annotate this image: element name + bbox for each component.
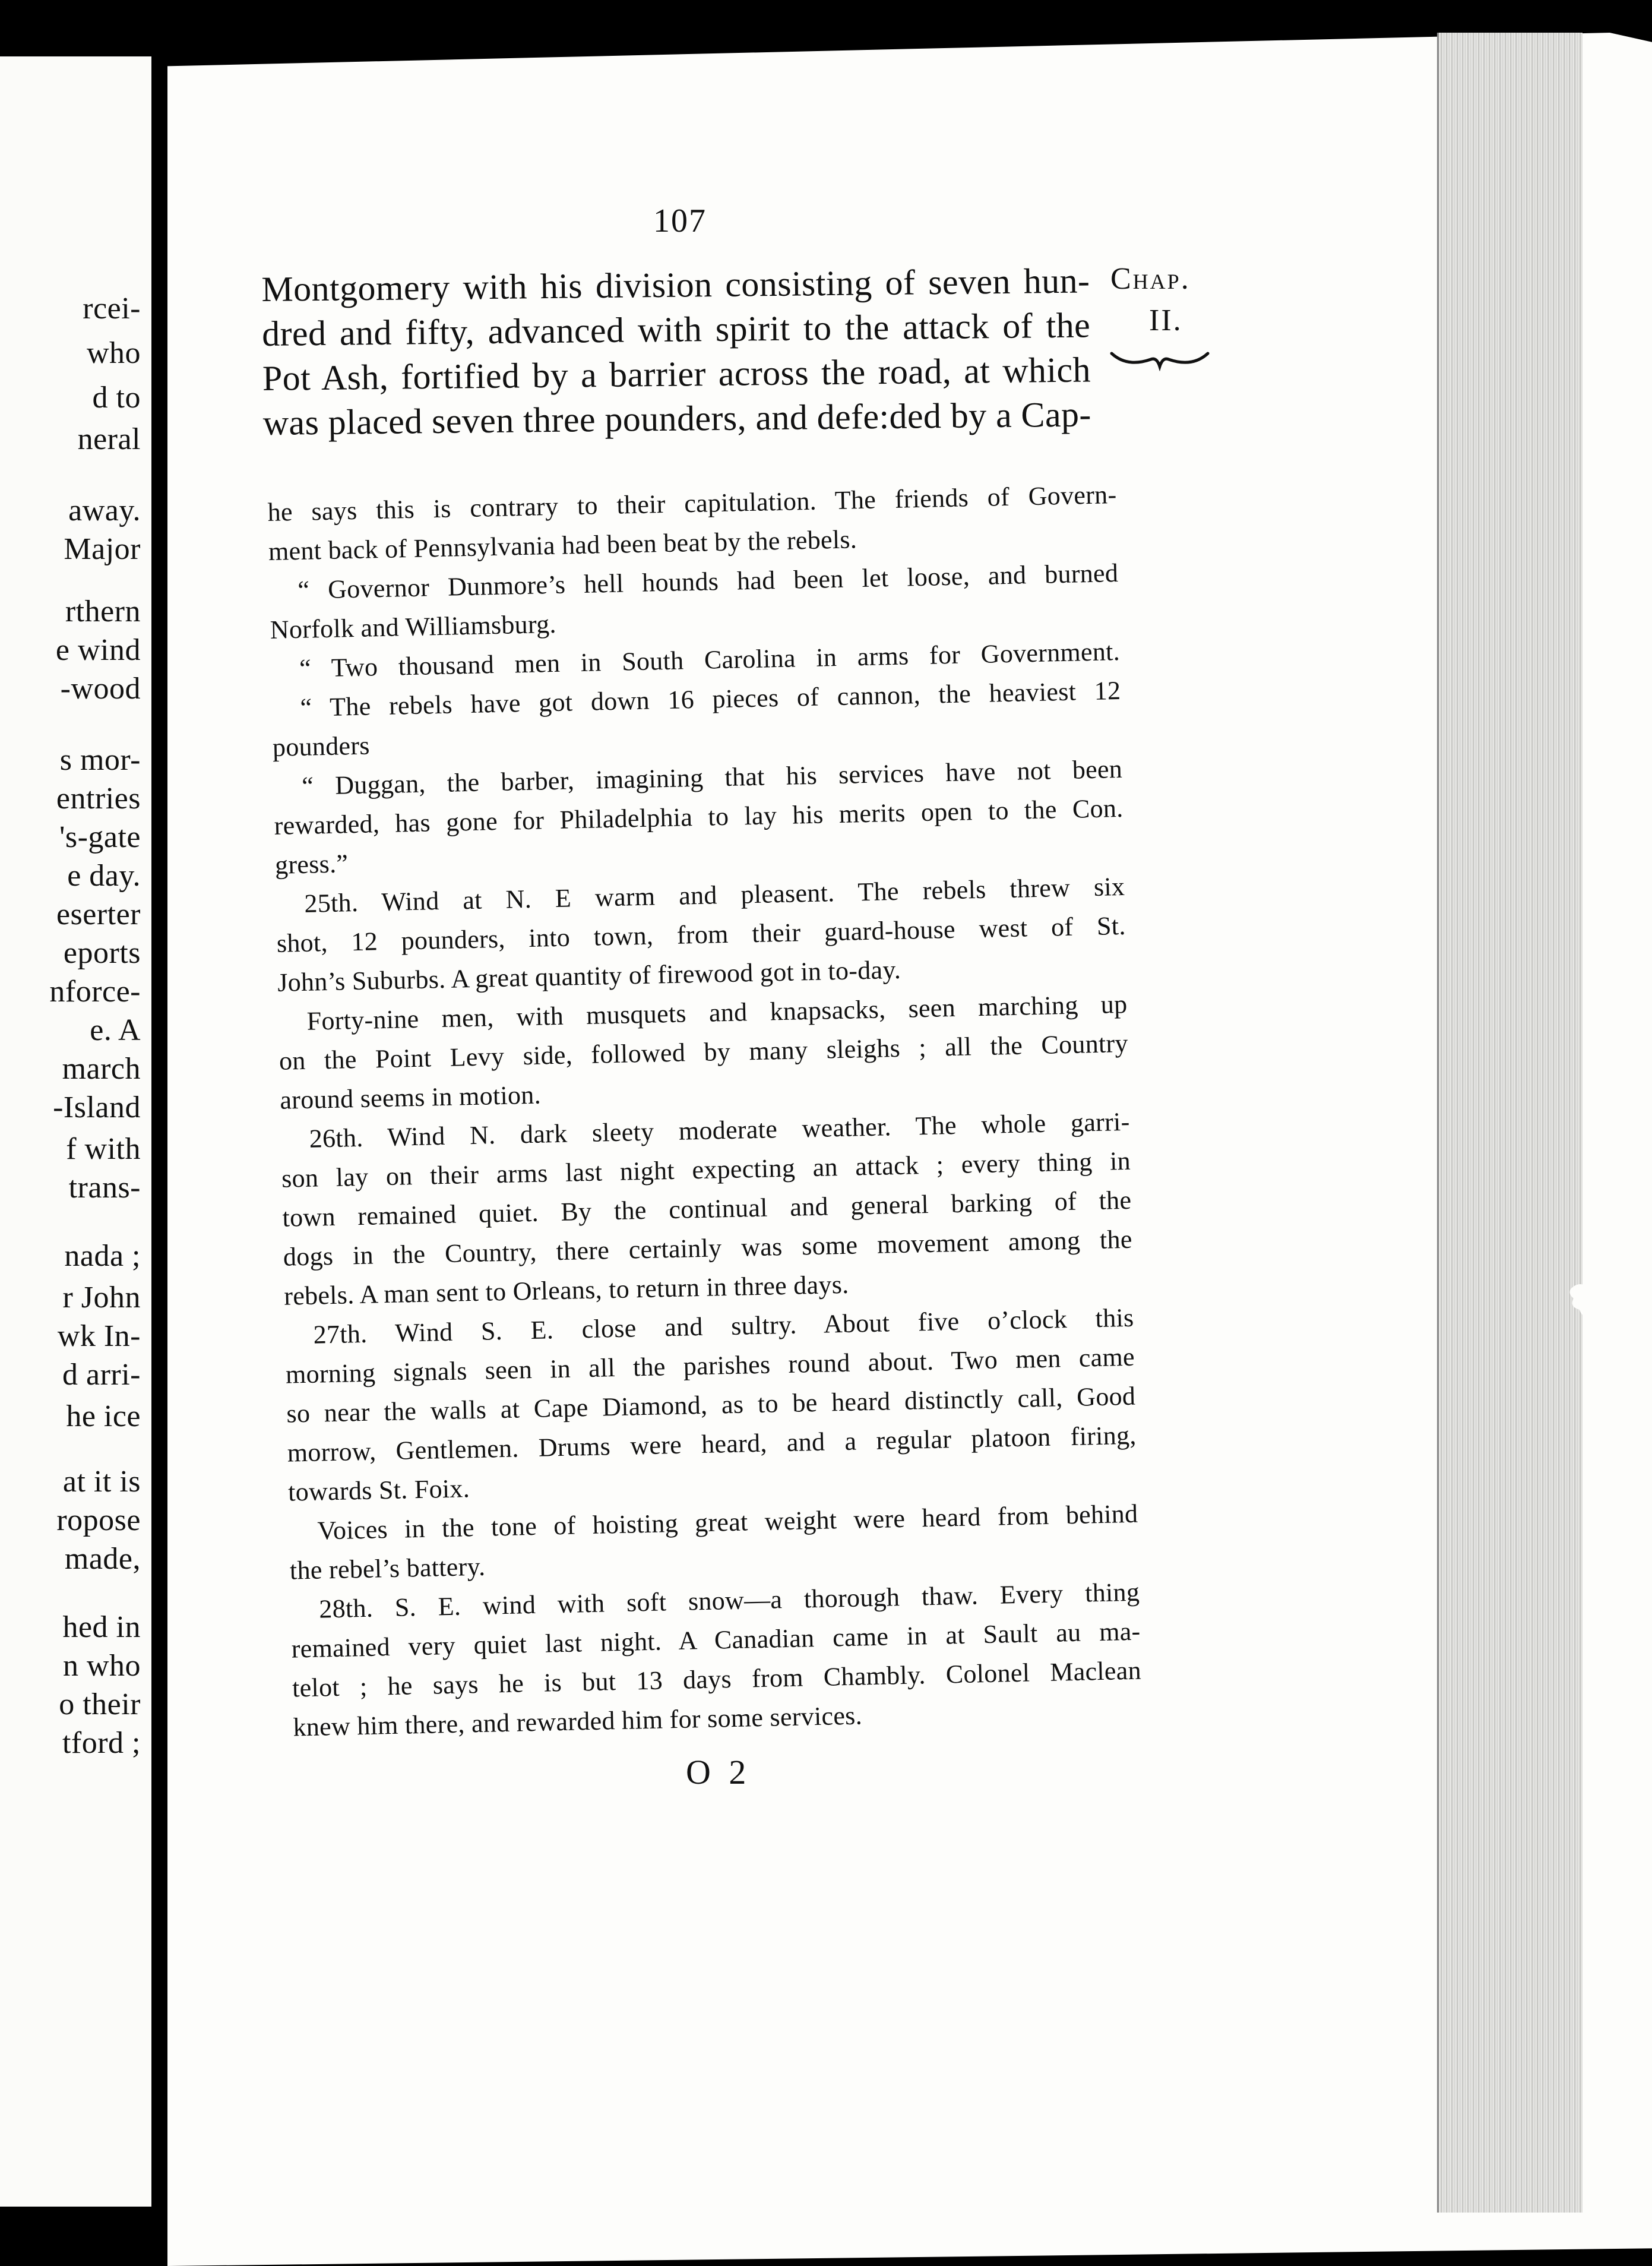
footnote-line: dogs in the Country, there certainly was some movement among the — [283, 1224, 1133, 1272]
left-page-text-fragment: entries — [56, 782, 141, 816]
left-page-text-fragment: e day. — [67, 859, 141, 893]
left-page-text-fragment: n who — [62, 1649, 141, 1683]
left-page-text-fragment: who — [86, 336, 141, 370]
left-page-text-fragment: r John — [62, 1281, 141, 1314]
left-page-text-fragment: wk In- — [57, 1319, 141, 1353]
left-page-text-fragment: tford ; — [62, 1726, 141, 1760]
footnote-line: 27th. Wind S. E. close and sultry. About five o’clock this — [313, 1303, 1134, 1350]
footnote-line: he says this is contrary to their capitulation. The friends of Govern- — [267, 480, 1117, 527]
left-page-text-fragment: nforce- — [49, 975, 141, 1009]
left-page-text-fragment: 's-gate — [59, 820, 141, 854]
footnote-line: rewarded, has gone for Philadelphia to lay his merits open to the Con. — [274, 793, 1124, 840]
page-number: 107 — [653, 203, 707, 239]
left-page-text-fragment: Major — [64, 532, 141, 566]
left-page-text-fragment: f with — [66, 1132, 141, 1166]
chapter-brace-ornament — [1109, 347, 1210, 371]
main-text-line: was placed seven three pounders, and defe:ded by a Cap- — [262, 394, 1092, 443]
left-page-text-fragment: eports — [63, 936, 141, 970]
left-page-text-fragment: march — [62, 1052, 141, 1086]
footnote-line: pounders — [272, 731, 371, 762]
main-text-line: Pot Ash, fortified by a barrier across the road, at which — [262, 350, 1091, 398]
footnote-line: “ Duggan, the barber, imagining that his services have not been — [301, 754, 1123, 801]
left-page-text-fragment: ropose — [56, 1503, 141, 1537]
left-page-text-fragment: -wood — [60, 672, 141, 706]
footnote-line: town remained quiet. By the continual and general barking of the — [282, 1185, 1132, 1232]
left-page-text-fragment: at it is — [62, 1465, 141, 1499]
footnote-line: Voices in the tone of hoisting great weight were heard from behind — [317, 1499, 1138, 1546]
footnote-line: around seems in motion. — [279, 1080, 542, 1115]
footnote-line: John’s Suburbs. A great quantity of firewood got in to-day. — [277, 955, 901, 997]
left-page-text-fragment: e. A — [90, 1013, 141, 1047]
left-page-text-fragment: d to — [92, 381, 141, 415]
footnote-line: towards St. Foix. — [287, 1474, 470, 1507]
left-page-text-fragment: hed in — [62, 1610, 141, 1644]
footnote-line: gress.” — [274, 849, 349, 880]
footnote-line: Forty-nine men, with musquets and knapsacks, seen marching up — [306, 989, 1128, 1036]
footnote-line: 28th. S. E. wind with soft snow—a thorough thaw. Every thing — [318, 1577, 1140, 1624]
left-page-text-fragment: nada ; — [64, 1239, 141, 1273]
footnote-line: morning signals seen in all the parishes round about. Two men came — [285, 1342, 1135, 1389]
footnote-line: telot ; he says he is but 13 days from Chambly. Colonel Maclean — [292, 1655, 1142, 1703]
left-page-text-fragment: d arri- — [62, 1358, 141, 1392]
left-page-text-fragment: rthern — [65, 595, 141, 628]
footnote-line: shot, 12 pounders, into town, from their guard-house west of St. — [276, 911, 1126, 958]
left-page-text-fragment: rcei- — [83, 292, 141, 325]
chapter-label: Chap. — [1110, 262, 1191, 296]
left-page-text-fragment: he ice — [66, 1399, 141, 1433]
footnote-line: Norfolk and Williamsburg. — [270, 609, 557, 644]
left-page-text-fragment: made, — [64, 1542, 141, 1576]
footnote-line: son lay on their arms last night expecting an attack ; every thing in — [281, 1146, 1131, 1193]
left-page-text-fragment: away. — [68, 494, 141, 527]
chapter-number: II. — [1149, 304, 1183, 337]
ink-blot — [1568, 1277, 1618, 1322]
left-page-text-fragment: -Island — [53, 1091, 141, 1124]
footnote-line: remained very quiet last night. A Canadian came in at Sault au ma- — [291, 1616, 1141, 1664]
left-facing-page — [0, 56, 151, 2207]
footnote-line: so near the walls at Cape Diamond, as to be heard distinctly call, Good — [286, 1381, 1136, 1429]
left-page-text-fragment: o their — [59, 1687, 141, 1721]
page-edge-stack — [1437, 33, 1583, 2213]
footnote-line: morrow, Gentlemen. Drums were heard, and a regular platoon firing, — [287, 1420, 1137, 1468]
footnote-line: “ Two thousand men in South Carolina in arms for Government. — [299, 636, 1121, 683]
left-page-text-fragment: trans- — [68, 1171, 141, 1205]
main-text-block — [261, 258, 1091, 445]
footnote-line: “ The rebels have got down 16 pieces of cannon, the heaviest 12 — [300, 675, 1121, 722]
footnote-line: knew him there, and rewarded him for some services. — [293, 1701, 863, 1742]
footnote-line: the rebel’s battery. — [289, 1551, 486, 1585]
footnote-line: on the Point Levy side, followed by many sleighs ; all the Country — [279, 1028, 1129, 1076]
left-page-text-fragment: neral — [77, 422, 141, 456]
footnote-line: 25th. Wind at N. E warm and pleasent. The rebels threw six — [303, 871, 1125, 918]
signature-mark: O 2 — [686, 1753, 751, 1791]
main-text-line: Montgomery with his division consisting of seven hun- — [261, 261, 1090, 309]
footnote-line: ment back of Pennsylvania had been beat by the rebels. — [268, 524, 857, 566]
left-page-text-fragment: e wind — [55, 633, 141, 667]
left-page-text-fragment: eserter — [56, 897, 141, 931]
main-text-line: dred and fifty, advanced with spirit to the attack of the — [261, 305, 1091, 353]
footnote-line: “ Governor Dunmore’s hell hounds had been let loose, and burned — [297, 558, 1119, 605]
footnote-block — [267, 475, 1143, 1747]
footnote-line: rebels. A man sent to Orleans, to return in three days. — [283, 1269, 849, 1311]
left-page-text-fragment: s mor- — [59, 743, 141, 777]
footnote-line: 26th. Wind N. dark sleety moderate weather. The whole garri- — [309, 1107, 1130, 1153]
